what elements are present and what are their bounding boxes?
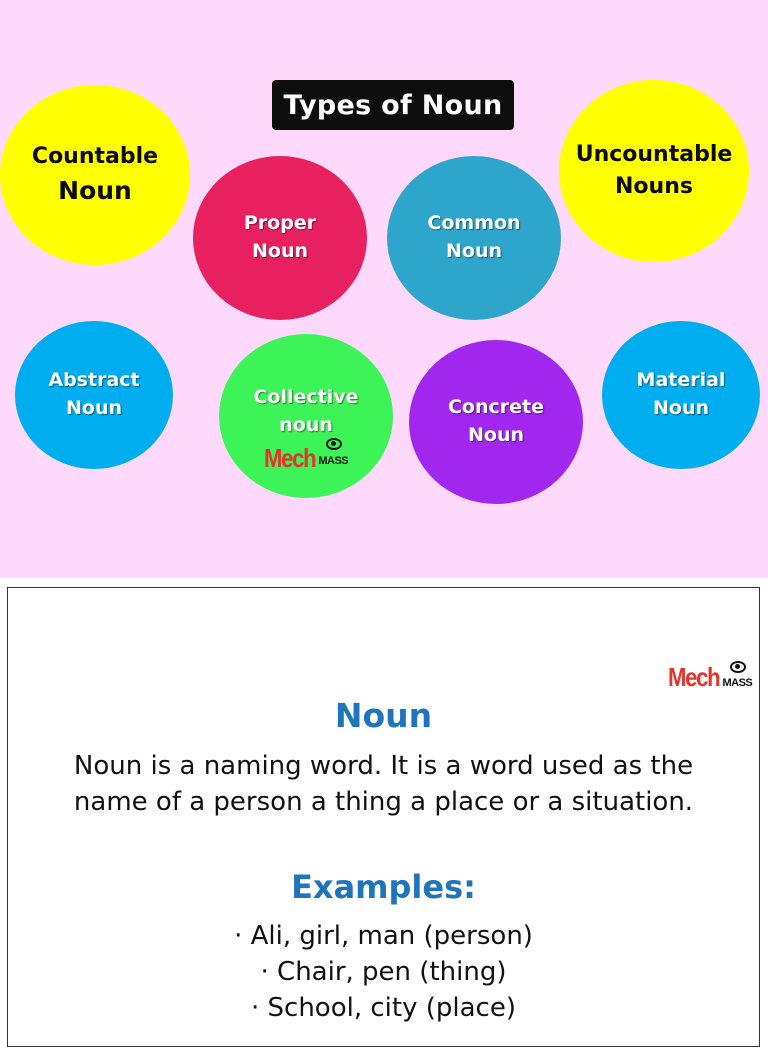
bubble-line-2: Noun xyxy=(65,397,122,419)
collective-noun-bubble xyxy=(219,334,393,498)
common-noun-bubble xyxy=(387,156,561,320)
examples-heading: Examples: xyxy=(291,868,476,906)
uncountable-nouns-bubble xyxy=(559,80,749,262)
mechmass-logo xyxy=(263,443,349,474)
mechmass-logo xyxy=(668,664,752,690)
examples-list xyxy=(8,918,759,1026)
logo-mass-text xyxy=(722,677,752,689)
bubble-line-1: Abstract xyxy=(48,369,140,392)
material-noun-bubble xyxy=(602,321,760,469)
example-item: · Ali, girl, man (person) xyxy=(8,918,759,954)
proper-noun-bubble xyxy=(193,156,367,320)
bubble-line-1: Countable xyxy=(31,143,159,169)
bubble-line-2: noun xyxy=(279,413,333,436)
bubble-line-2: Noun xyxy=(445,240,502,262)
example-item: · School, city (place) xyxy=(8,990,759,1026)
eye-icon xyxy=(730,661,746,673)
eye-icon xyxy=(326,438,342,450)
bubble-line-1: Collective xyxy=(253,386,359,408)
noun-heading: Noun xyxy=(334,696,433,735)
bubble-line-1: Concrete xyxy=(447,396,544,419)
logo-mech-text: Mech xyxy=(263,443,316,474)
noun-definition-text: Noun is a naming word. It is a word used as the name of a person a thing a place or a situation. xyxy=(73,751,694,817)
bubble-line-1: Material xyxy=(636,369,726,392)
bubble-line-2: Noun xyxy=(58,175,132,205)
abstract-noun-bubble xyxy=(15,321,173,469)
logo-mass-label: MASS xyxy=(318,455,349,468)
concrete-noun-bubble xyxy=(409,340,583,504)
logo-mass-label: MASS xyxy=(722,677,753,689)
bubble-line-1: Uncountable xyxy=(575,142,733,168)
bubble-line-2: Noun xyxy=(467,424,524,446)
bubble-line-2: Noun xyxy=(251,240,308,262)
countable-noun-bubble xyxy=(0,85,190,265)
slide-title: Types of Noun xyxy=(272,80,514,130)
noun-definition-slide xyxy=(7,587,760,1047)
bubble-line-2: Nouns xyxy=(615,174,693,199)
bubble-line-1: Common xyxy=(427,212,521,235)
example-item: · Chair, pen (thing) xyxy=(8,954,759,990)
logo-mech-text: Mech xyxy=(668,662,720,692)
logo-mass-text xyxy=(318,454,348,470)
bubble-line-1: Proper xyxy=(243,212,317,235)
bubble-line-2: Noun xyxy=(652,397,709,419)
